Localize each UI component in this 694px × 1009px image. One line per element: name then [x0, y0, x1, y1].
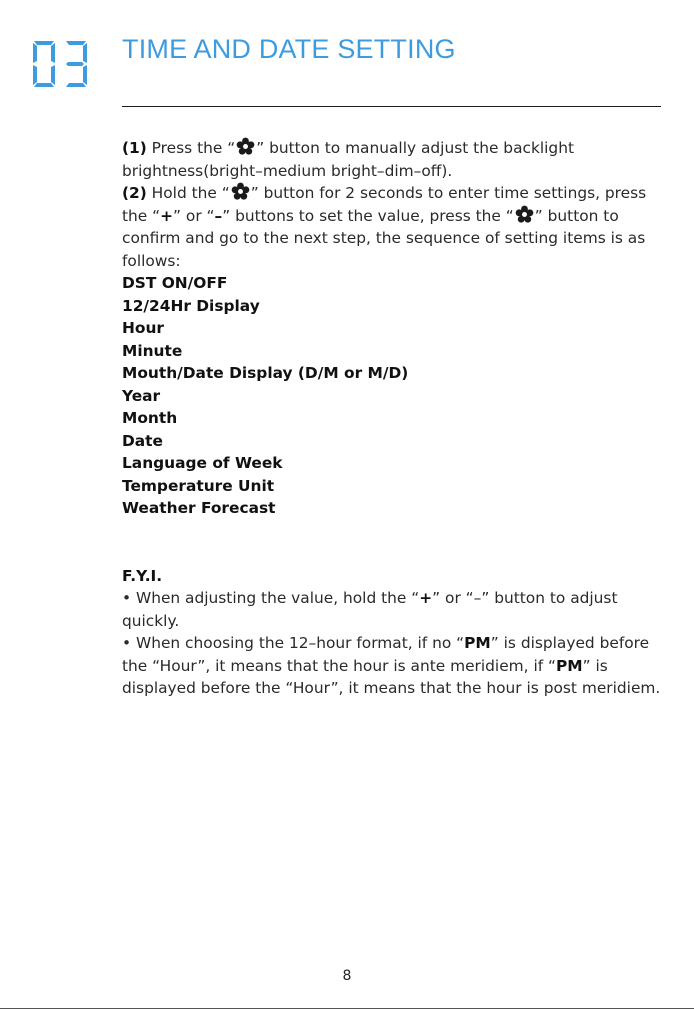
fyi-note-2-text-a: • When choosing the 12–hour format, if no “ [122, 634, 465, 652]
gear-icon [236, 137, 255, 156]
fyi-note-1-text-a: • When adjusting the value, hold the “ [122, 589, 420, 607]
step-2-text-e: ” button to confirm and go to the next step, the sequence of setting items is as follows: [122, 206, 646, 270]
step-1 [122, 137, 662, 182]
list-item: Hour [122, 319, 165, 337]
fyi-heading: F.Y.I. [122, 566, 163, 585]
list-item: Weather Forecast [122, 499, 276, 517]
setting-items-list [122, 272, 662, 520]
page-number: 8 [342, 968, 352, 984]
page-title: TIME AND DATE SETTING [122, 34, 456, 64]
section-number-icon [30, 38, 92, 90]
list-item: Mouth/Date Display (D/M or M/D) [122, 364, 409, 382]
fyi-note-2-text-c: ” is displayed before the “Hour”, it means that the hour is post meridiem. [122, 656, 661, 697]
minus-symbol: – [214, 206, 223, 225]
fyi-note-1 [122, 587, 662, 632]
gear-icon [515, 205, 534, 224]
plus-symbol: + [160, 206, 174, 225]
list-item: DST ON/OFF [122, 274, 228, 292]
step-2 [122, 182, 662, 272]
fyi-note-1-text-b: ” or “–” button to adjust quickly. [122, 589, 618, 630]
step-2-text-c: ” or “ [173, 206, 215, 225]
plus-symbol: + [419, 589, 433, 607]
pm-label: PM [556, 656, 583, 675]
list-item: Year [122, 386, 161, 405]
pm-label: PM [464, 634, 491, 652]
step-2-text-a: Hold the “ [146, 184, 230, 202]
instructions [122, 137, 662, 700]
gear-icon [231, 182, 250, 201]
fyi-note-2-text-b: ” is displayed before the “Hour”, it means that the hour is ante meridiem, if “ [122, 634, 650, 675]
list-item: Language of Week [122, 454, 283, 472]
title-divider [122, 106, 661, 107]
fyi-note-2 [122, 632, 662, 700]
list-item: Minute [122, 341, 183, 360]
step-2-number: (2) [122, 184, 147, 202]
step-1-text-b: ” button to manually adjust the backlight brightness(bright–medium bright–dim–off). [122, 139, 574, 180]
step-2-text-d: ” buttons to set the value, press the “ [222, 206, 514, 225]
step-2-text-b: ” button for 2 seconds to enter time settings, press the “ [122, 184, 647, 225]
step-1-number: (1) [122, 139, 147, 157]
list-item: Temperature Unit [122, 476, 275, 495]
list-item: Date [122, 431, 163, 450]
list-item: Month [122, 409, 178, 427]
step-1-text-a: Press the “ [146, 139, 236, 157]
list-item: 12/24Hr Display [122, 296, 260, 315]
